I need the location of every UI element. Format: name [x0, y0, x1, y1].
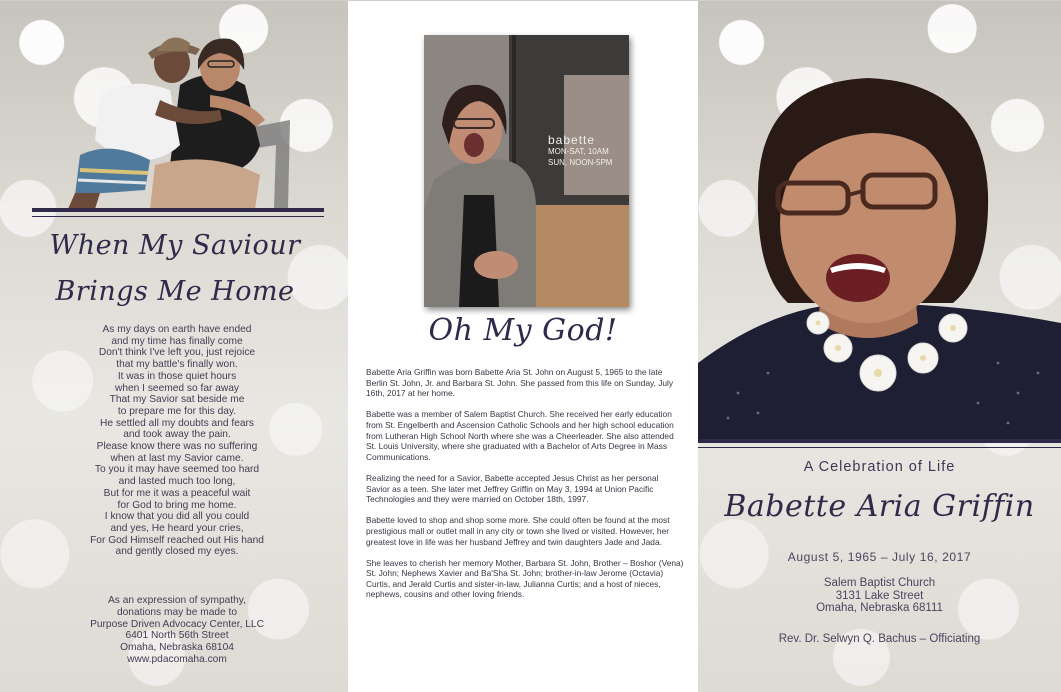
- obituary-paragraph: Babette was a member of Salem Baptist Church. She received her early education from St. Engelberth and Ascension Catholic Schools and her high school education from Lutheran High School North where she was a Cheerleader. She also attended St. Louis University, where she graduated with a Bachelor of Arts Degree in Mass Communications.: [366, 409, 674, 462]
- portrait-photo: [698, 73, 1061, 441]
- obituary-paragraph: Babette Aria Griffin was born Babette Aria St. John on August 5, 1965 to the late Berlin St. John, Jr. and Barbara St. John. She passed from this life on Sunday, July 16th, 2017 at her home.: [366, 367, 674, 399]
- poem-line: and took away the pain.: [123, 429, 231, 441]
- poem-title-line-2: Brings Me Home: [55, 276, 295, 307]
- sympathy-line: Omaha, Nebraska 68104: [120, 642, 234, 654]
- sympathy-line: Purpose Driven Advocacy Center, LLC: [90, 618, 264, 630]
- poem-line: It was in those quiet hours: [117, 370, 237, 382]
- poem-line: when I seemed so far away: [114, 382, 239, 394]
- middle-panel: [348, 1, 698, 692]
- poem-line: to prepare me for this day.: [117, 405, 237, 417]
- poem-line: He settled all my doubts and fears: [99, 417, 255, 429]
- deceased-name: Babette Aria Griffin: [724, 489, 1035, 524]
- poem-line: To you it may have seemed too hard: [94, 464, 260, 476]
- couple-photo: [60, 25, 295, 209]
- shop-photo: [424, 35, 629, 307]
- poem-title: [20, 223, 330, 315]
- poem-line: I know that you did all you could: [104, 511, 250, 523]
- poem-title-line-1: When My Saviour: [49, 230, 301, 261]
- sympathy-line: 6401 North 56th Street: [125, 630, 229, 642]
- venue-street: 3131 Lake Street: [835, 589, 924, 602]
- divider-rule: [698, 439, 1061, 448]
- poem-line: for God to bring me home.: [117, 499, 237, 511]
- obituary-paragraph: She leaves to cherish her memory Mother, Barbara St. John, Brother – Boshor (Vena) St. John; Nephews Xavier and Ba'Sha St. John; brother-in-law Jerome (Octavia) Curtis, and Jerald Curtis and sister-in-law, Julianna Curtis; and a host of nieces, nephews, cousins and other loving friends.: [366, 557, 684, 600]
- shop-photo-art: [424, 35, 629, 307]
- life-dates: August 5, 1965 – July 16, 2017: [787, 550, 972, 564]
- venue-city: Omaha, Nebraska 68111: [816, 602, 943, 614]
- celebration-heading: A Celebration of Life: [803, 459, 956, 475]
- poem-line: For God Himself reached out His hand: [90, 534, 264, 546]
- poem-line: and lasted much too long,: [118, 476, 236, 488]
- poem-line: But for me it was a peaceful wait: [103, 487, 251, 499]
- poem-line: Don't think I've left you, just rejoice: [98, 347, 256, 359]
- sympathy-note: [40, 595, 314, 666]
- obituary-title: Oh My God!: [428, 313, 618, 348]
- poem-line: and my time has finally come: [111, 335, 243, 347]
- poem-text: [40, 324, 314, 558]
- right-panel: [698, 1, 1061, 692]
- officiant: Rev. Dr. Selwyn Q. Bachus – Officiating: [778, 633, 981, 645]
- obituary-paragraph: Babette loved to shop and shop some more. She could often be found at the most prestigious mall or outlet mall in any city or town she lived or visited. However, her greatest love in life was her husband Jeffrey and twin daughters Jade and Jada.: [366, 515, 670, 547]
- sympathy-line: donations may be made to: [116, 606, 238, 618]
- store-sign-name: babette: [548, 133, 596, 147]
- sympathy-website: www.pdacomaha.com: [127, 653, 227, 665]
- store-sign-hours-1: MON-SAT, 10AM: [548, 147, 609, 156]
- poem-line: That my Savior sat beside me: [109, 394, 245, 406]
- poem-line: and yes, He heard your cries,: [110, 522, 244, 534]
- service-venue: [698, 577, 1061, 615]
- store-sign: [548, 135, 628, 168]
- obituary-text: [366, 367, 684, 611]
- poem-line: when at last my Savior came.: [110, 452, 244, 464]
- divider-rule: [32, 208, 324, 217]
- sympathy-line: As an expression of sympathy,: [108, 595, 246, 606]
- venue-name: Salem Baptist Church: [823, 577, 936, 589]
- store-sign-hours-2: SUN, NOON-5PM: [548, 158, 613, 167]
- poem-line: As my days on earth have ended: [102, 324, 252, 335]
- left-panel: [0, 1, 348, 692]
- poem-line: Please know there was no suffering: [96, 441, 258, 453]
- poem-line: that my battle's finally won.: [116, 359, 238, 371]
- poem-line: and gently closed my eyes.: [115, 546, 239, 558]
- obituary-paragraph: Realizing the need for a Savior, Babette accepted Jesus Christ as her personal Savior as a teen. She later met Jeffrey Griffin on May 3, 1994 at Union Pacific Technologies and they were married on October 18th, 1997.: [366, 472, 659, 505]
